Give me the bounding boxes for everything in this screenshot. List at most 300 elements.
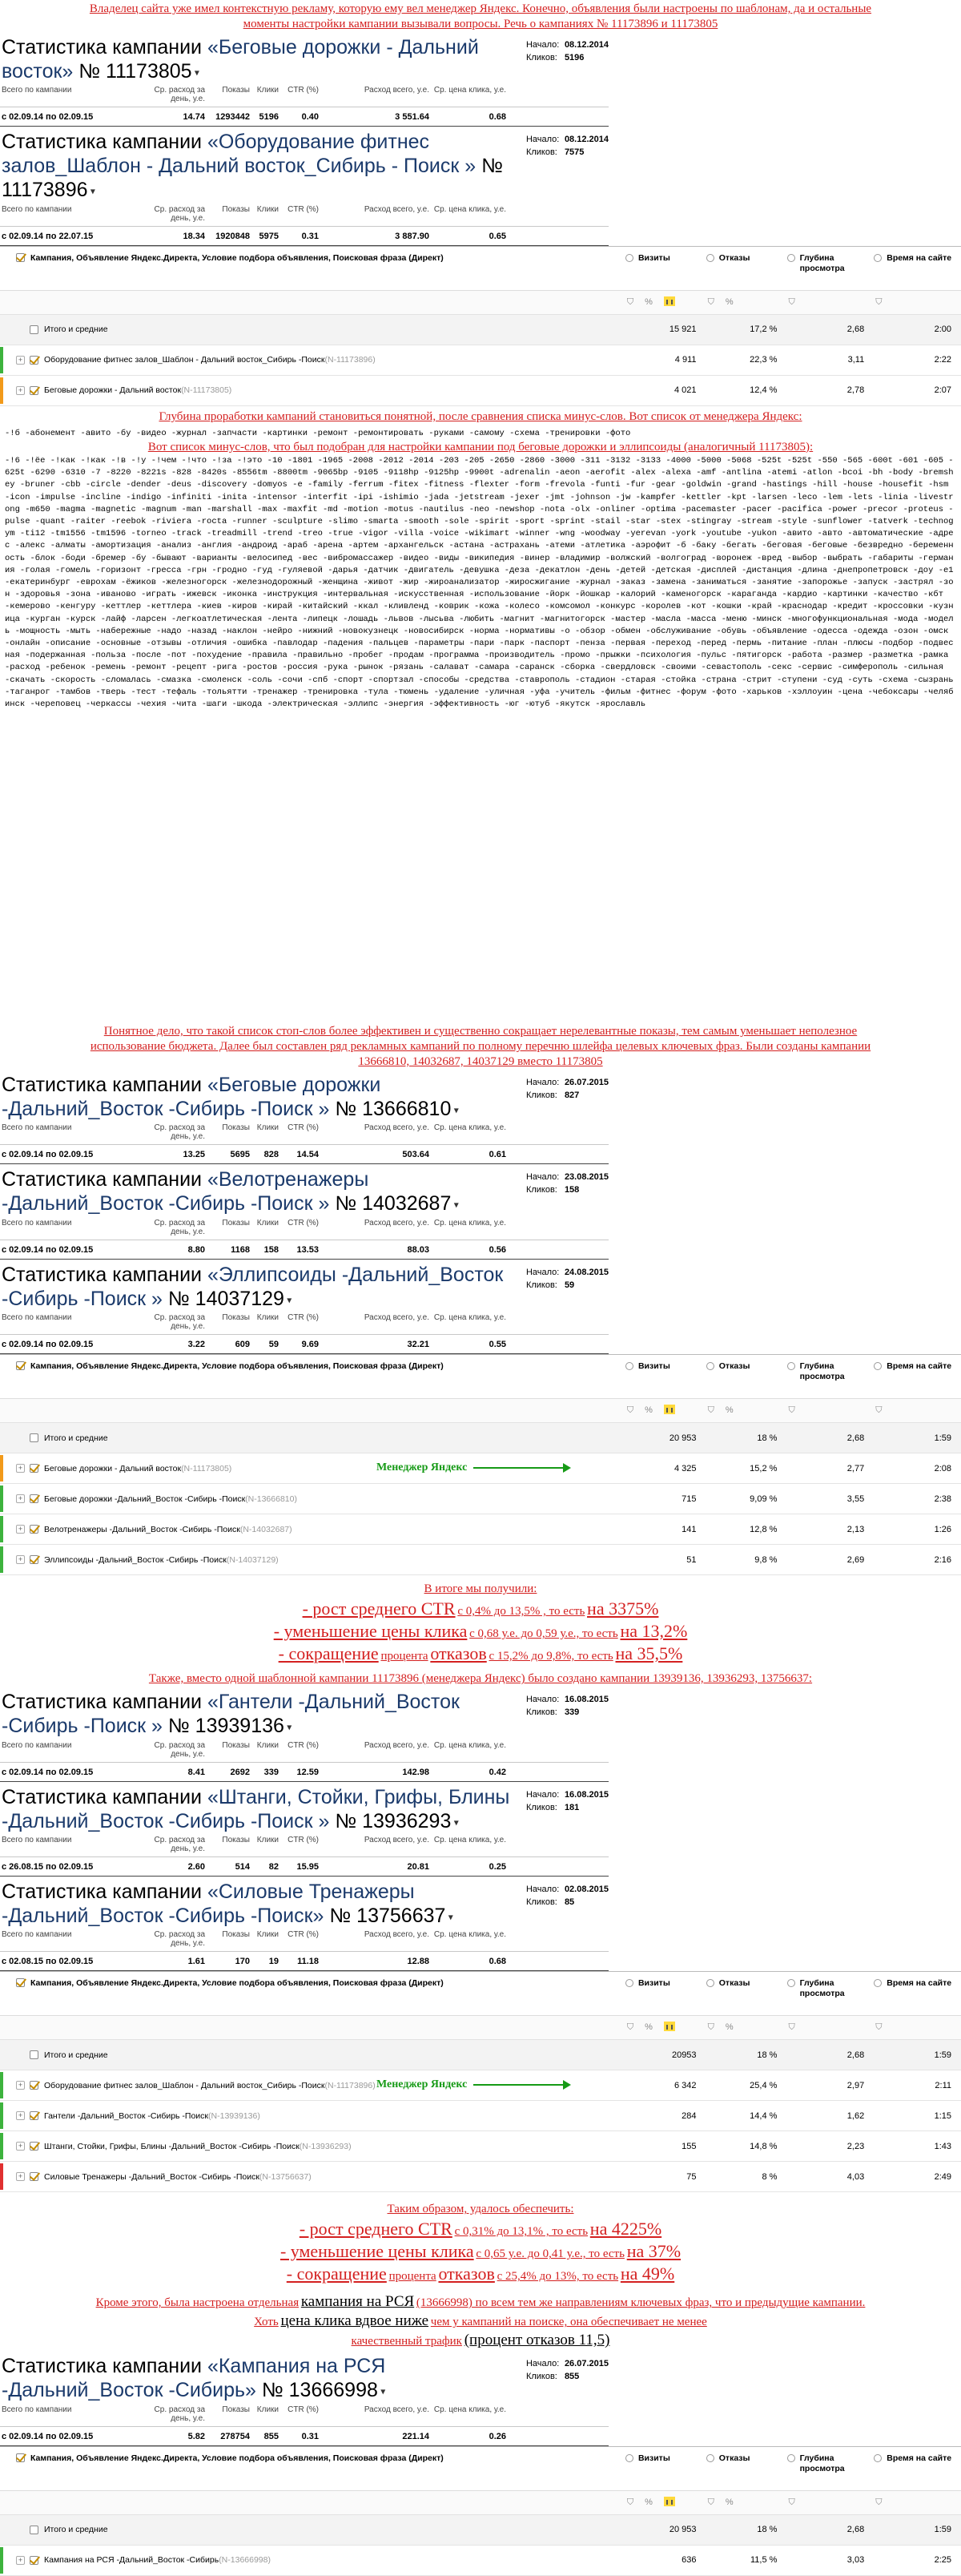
dropdown-arrow-icon[interactable]: ▾ (451, 1199, 459, 1211)
filter-icon[interactable]: ⛉ (707, 296, 714, 307)
stats-col-header: Клики (256, 2405, 279, 2414)
rsya-a: Кроме этого, была настроена отдельная (95, 2296, 300, 2310)
row-checkbox[interactable] (30, 356, 38, 365)
campaign-stats (0, 1260, 609, 1354)
grid-col-header[interactable] (706, 1361, 787, 1372)
campaign-number: № 14032687 (335, 1192, 452, 1215)
grid-cell: 284 (682, 2110, 697, 2121)
result-2-cpc: - уменьшение цены клика (279, 2241, 474, 2262)
bar-chart-icon[interactable] (664, 1405, 675, 1414)
start-date: 26.07.2015 (564, 1077, 609, 1087)
dropdown-arrow-icon[interactable]: ▾ (283, 1721, 292, 1733)
grid-cell: 4,03 (846, 2171, 865, 2182)
expand-icon[interactable]: + (16, 2556, 25, 2565)
grid-col-label: Визиты (637, 1978, 670, 1989)
grid-cell: 4 325 (674, 1463, 697, 1473)
result-1-cpc-pct: на 13,2% (620, 1621, 688, 1642)
campaign-stats (0, 1070, 609, 1164)
totals-row (0, 2040, 961, 2070)
campaign-name[interactable]: «Оборудование фитнес залов_Шаблон - Дальний восток_Сибирь - Поиск » (2, 131, 476, 178)
row-name: Штанги, Стойки, Грифы, Блины -Дальний_Восток -Сибирь -Поиск (44, 2141, 300, 2151)
result-1-bounce: - сокращение (278, 1643, 379, 1664)
radio-icon[interactable] (625, 1362, 633, 1370)
start-label: Начало: (525, 1789, 560, 1800)
stats-values (0, 1145, 609, 1164)
grid-cell: 3,55 (846, 1494, 865, 1504)
grid-cell: 14,4 % (750, 2110, 778, 2121)
table-row (0, 376, 961, 406)
campaign-stats (0, 1877, 609, 1971)
stats-columns (0, 1834, 609, 1857)
percent-toggle[interactable]: % (645, 1405, 653, 1416)
bar-chart-icon[interactable] (664, 296, 675, 306)
radio-icon[interactable] (874, 1979, 882, 1987)
clicks-count: 158 (564, 1185, 580, 1195)
row-name: Силовые Тренажеры -Дальний_Восток -Сибирь -Поиск (44, 2171, 259, 2182)
bar-chart-icon[interactable] (664, 2022, 675, 2031)
metrika-grid-3 (0, 1971, 961, 2192)
row-checkbox[interactable] (30, 1494, 38, 1503)
grid-col-label: Отказы (718, 2453, 750, 2463)
grid-col-label: Отказы (718, 252, 750, 263)
grid-col-header[interactable] (625, 253, 706, 264)
campaign-name[interactable]: «Штанги, Стойки, Грифы, Блины -Дальний_Восток -Сибирь -Поиск » (2, 1785, 510, 1832)
row-checkbox[interactable] (30, 2526, 38, 2534)
stats-col-header: Клики (256, 204, 279, 214)
expand-icon[interactable]: + (16, 2111, 25, 2120)
campaign-meta (526, 1785, 609, 1814)
row-checkbox[interactable] (30, 2556, 38, 2565)
result-2-bounce-pct: на 49% (620, 2264, 675, 2284)
row-name: Итого и средние (44, 325, 108, 335)
row-checkbox[interactable] (30, 2142, 38, 2151)
grid-cell: 2:07 (934, 385, 951, 396)
campaign-number: № 11173805 (78, 60, 192, 83)
campaign-stats (0, 32, 609, 127)
row-checkbox[interactable] (30, 325, 38, 334)
grid-cell: 2,68 (846, 1433, 865, 1443)
stats-value: 11.18 (297, 1957, 319, 1967)
start-date: 26.07.2015 (564, 2359, 609, 2369)
table-row (0, 1514, 961, 1545)
filter-icon[interactable]: ⛉ (707, 2497, 714, 2507)
stats-columns (0, 84, 609, 107)
table-row (0, 345, 961, 376)
filter-icon[interactable]: ⛉ (707, 1405, 714, 1416)
table-row (0, 2070, 961, 2101)
stats-col-header: Расход всего, у.е. (364, 86, 429, 95)
stats-col-header: Расход всего, у.е. (364, 1218, 429, 1228)
row-checkbox[interactable] (30, 1433, 38, 1442)
grid-col-label: Глубина просмотра (799, 252, 845, 273)
stats-value: 0.42 (489, 1767, 506, 1777)
expand-icon[interactable]: + (16, 1555, 25, 1564)
result-1-bounce-word2: отказов (430, 1643, 487, 1664)
stats-value: 0.31 (301, 2431, 319, 2441)
campaign-name[interactable]: «Беговые дорожки - Дальний восток» (2, 36, 479, 83)
grid-cell: 1:15 (934, 2110, 951, 2121)
percent-toggle[interactable]: % (725, 1405, 734, 1416)
row-name: Гантели -Дальний_Восток -Сибирь -Поиск (44, 2110, 209, 2121)
radio-icon[interactable] (874, 254, 882, 262)
stats-col-header: CTR (%) (287, 1930, 319, 1940)
percent-toggle[interactable]: % (645, 296, 653, 307)
percent-toggle[interactable]: % (725, 2497, 734, 2507)
period: с 26.08.15 по 02.09.15 (2, 1861, 94, 1872)
filter-icon[interactable]: ⛉ (788, 1405, 795, 1416)
campaign-stats-label: Статистика кампании (2, 1263, 202, 1286)
campaign-stats (0, 2351, 609, 2445)
grid-cell: 25,4 % (750, 2080, 778, 2090)
stats-values (0, 1952, 609, 1971)
grid-cell: 8 % (762, 2171, 778, 2182)
metrika-grid-4 (0, 2446, 961, 2576)
expand-icon[interactable]: + (16, 356, 25, 365)
stats-col-header: Ср. расход за день, у.е. (154, 204, 205, 223)
grid-cell: 715 (682, 1494, 697, 1504)
select-all-checkbox[interactable] (16, 253, 25, 262)
stats-col-header: Всего по кампании (2, 1313, 72, 1323)
grid-col-header[interactable] (706, 1978, 787, 1989)
filter-icon[interactable]: ⛉ (626, 2497, 634, 2507)
stats-col-header: Клики (256, 1740, 279, 1750)
manager-label: Менеджер Яндекс (376, 2078, 468, 2090)
grid-col-header[interactable] (874, 1978, 961, 1989)
grid-cell: 6 342 (674, 2080, 697, 2090)
stats-value: 3 551.64 (395, 112, 429, 123)
stats-col-header: Ср. цена клика, у.е. (433, 1123, 506, 1133)
row-checkbox[interactable] (30, 386, 38, 395)
grid-cell: 51 (686, 1554, 697, 1565)
grid-header (0, 1971, 961, 2016)
stats-col-header: Показы (222, 1740, 250, 1750)
stats-value: 170 (235, 1957, 250, 1967)
row-checkbox[interactable] (30, 2172, 38, 2181)
clicks-label: Кликов: (525, 147, 557, 158)
stats-value: 0.68 (489, 1957, 506, 1967)
filter-icon[interactable]: ⛉ (875, 296, 883, 307)
clicks-count: 59 (564, 1280, 575, 1290)
stats-col-header: Показы (222, 86, 250, 95)
campaign-title (0, 1167, 526, 1216)
dropdown-arrow-icon[interactable]: ▾ (451, 1816, 459, 1828)
filter-icon[interactable]: ⛉ (875, 1405, 883, 1416)
grid-col-header[interactable] (706, 2453, 787, 2464)
stats-columns (0, 1122, 609, 1145)
stats-value: 12.88 (407, 1957, 429, 1967)
campaign-title (0, 1880, 526, 1929)
campaign-title (0, 1263, 526, 1312)
campaign-meta (526, 2354, 609, 2383)
dropdown-arrow-icon[interactable]: ▾ (377, 2385, 386, 2397)
grid-col-header[interactable] (787, 1978, 875, 1999)
start-label: Начало: (525, 2359, 560, 2369)
stats-value: 339 (263, 1767, 279, 1777)
radio-icon[interactable] (874, 2454, 882, 2462)
expand-icon[interactable]: + (16, 2081, 25, 2090)
select-all-checkbox[interactable] (16, 2453, 25, 2462)
grid-tools (0, 2016, 961, 2040)
row-checkbox[interactable] (30, 1555, 38, 1564)
campaign-name[interactable]: «Велотренажеры -Дальний_Восток -Сибирь -Поиск » (2, 1168, 369, 1215)
grid-col-header[interactable] (874, 2453, 961, 2464)
stats-col-header: Расход всего, у.е. (364, 1313, 429, 1323)
result-2 (0, 2200, 961, 2287)
percent-toggle[interactable]: % (645, 2022, 653, 2033)
grid-cell: 141 (682, 1524, 697, 1534)
stats-value: 0.55 (489, 1340, 506, 1350)
grid-cell: 15,2 % (750, 1463, 778, 1473)
stats-value: 2.60 (187, 1861, 205, 1872)
stats-values (0, 1763, 609, 1782)
stats-value: 828 (263, 1150, 279, 1160)
result-1-ctr: - рост среднего CTR (302, 1598, 456, 1619)
expand-icon[interactable]: + (16, 2142, 25, 2151)
radio-icon[interactable] (625, 1979, 633, 1987)
stats-value: 20.81 (407, 1861, 429, 1872)
stats-col-header: CTR (%) (287, 1835, 319, 1844)
stats-col-header: Ср. расход за день, у.е. (154, 1123, 205, 1142)
stats-columns (0, 1740, 609, 1763)
stats-col-header: Клики (256, 1313, 279, 1323)
filter-icon[interactable]: ⛉ (788, 2022, 795, 2033)
stats-value: 88.03 (407, 1244, 429, 1255)
radio-icon[interactable] (787, 1979, 795, 1987)
stats-value: 1.61 (187, 1957, 205, 1967)
radio-icon[interactable] (787, 254, 795, 262)
grid-col-header[interactable] (625, 1978, 706, 1989)
stats-col-header: Всего по кампании (2, 1218, 72, 1228)
radio-icon[interactable] (874, 1362, 882, 1370)
table-row (0, 2546, 961, 2576)
stats-value: 5.82 (187, 2431, 205, 2441)
grid-cell: 14,8 % (750, 2141, 778, 2151)
result-1-cpc: - уменьшение цены клика (273, 1621, 468, 1642)
grid-col-header[interactable] (625, 1361, 706, 1372)
stats-col-header: Расход всего, у.е. (364, 2405, 429, 2414)
clicks-label: Кликов: (525, 1090, 557, 1100)
dropdown-arrow-icon[interactable]: ▾ (191, 67, 199, 79)
stats-value: 3.22 (187, 1340, 205, 1350)
grid-name-header: Кампания, Объявление Яндекс.Директа, Условие подбора объявления, Поисковая фраза (Директ) (30, 252, 444, 263)
period: с 02.09.14 по 02.09.15 (2, 2431, 94, 2441)
row-checkbox[interactable] (30, 1464, 38, 1473)
stats-col-header: Ср. цена клика, у.е. (433, 204, 506, 214)
campaign-number: № 11173896 (2, 155, 503, 202)
expand-icon[interactable]: + (16, 1525, 25, 1534)
stats-value: 14.54 (296, 1150, 319, 1160)
stats-value: 59 (268, 1340, 279, 1350)
stats-col-header: Показы (222, 1313, 250, 1323)
filter-icon[interactable]: ⛉ (707, 2022, 714, 2033)
select-all-checkbox[interactable] (16, 1978, 25, 1987)
row-checkbox[interactable] (30, 1525, 38, 1534)
campaign-name[interactable]: «Беговые дорожки -Дальний_Восток -Сибирь -Поиск » (2, 1073, 381, 1120)
result-2-cpc-pct: на 37% (626, 2241, 682, 2262)
metrika-grid-1 (0, 246, 961, 406)
grid-cell: 2:11 (935, 2080, 951, 2090)
stats-value: 609 (235, 1340, 250, 1350)
campaign-name[interactable]: «Кампания на РСЯ -Дальний_Восток -Сибирь» (2, 2355, 386, 2402)
stats-col-header: Ср. расход за день, у.е. (154, 2405, 205, 2423)
grid-col-label: Визиты (637, 1361, 670, 1372)
filter-icon[interactable]: ⛉ (626, 296, 634, 307)
radio-icon[interactable] (706, 1362, 714, 1370)
grid-cell: 15 921 (669, 325, 697, 335)
percent-toggle[interactable]: % (645, 2497, 653, 2507)
filter-icon[interactable]: ⛉ (788, 296, 795, 307)
campaign-stats-label: Статистика кампании (2, 1073, 202, 1096)
grid-cell: 1:26 (934, 1524, 951, 1534)
campaign-name[interactable]: «Гантели -Дальний_Восток -Сибирь -Поиск » (2, 1691, 460, 1738)
campaign-name[interactable]: «Эллипсоиды -Дальний_Восток -Сибирь -Поиск » (2, 1263, 504, 1310)
grid-col-header[interactable] (874, 1361, 961, 1372)
radio-icon[interactable] (787, 1362, 795, 1370)
mid-note: Понятное дело, что такой список стоп-слов более эффективен и существенно сокращает нерелевантные показы, тем самым уменьшает неполезное использование бюджета. Далее был составлен ряд рекламных кампаний по полному перечню шлейфа целевых ключевых фраз. Были созданы кампании 13666810, 14032687, 14037129 вместо 11173805 (90, 1024, 871, 1068)
grid-name-header: Кампания, Объявление Яндекс.Директа, Условие подбора объявления, Поисковая фраза (Директ) (30, 1361, 444, 1372)
stats-col-header: CTR (%) (287, 1740, 319, 1750)
rsya-c: (13666998) по всем тем же направлениям ключевых фраз, что и предыдущие кампании. (416, 2296, 866, 2310)
expand-icon[interactable]: + (16, 386, 25, 395)
filter-icon[interactable]: ⛉ (626, 1405, 634, 1416)
stats-value: 158 (263, 1244, 279, 1255)
percent-toggle[interactable]: % (725, 2022, 734, 2033)
rsya-h: (процент отказов 11,5) (464, 2332, 610, 2349)
grid-col-header[interactable] (874, 253, 961, 264)
campaign-title (0, 1073, 526, 1122)
grid-col-header[interactable] (706, 253, 787, 264)
stats-col-header: Клики (256, 1835, 279, 1844)
grid-col-header[interactable] (787, 2453, 875, 2474)
start-date: 16.08.2015 (564, 1695, 609, 1705)
stats-col-header: Расход всего, у.е. (364, 204, 429, 214)
stats-value: 8.41 (187, 1767, 205, 1777)
stats-col-header: Всего по кампании (2, 1835, 72, 1844)
radio-icon[interactable] (706, 1979, 714, 1987)
manager-arrow (376, 1461, 569, 1474)
dropdown-arrow-icon[interactable]: ▾ (445, 1911, 453, 1923)
grid-cell: 75 (686, 2171, 697, 2182)
stats-values (0, 107, 609, 127)
row-id: (N-14032687) (239, 1524, 292, 1534)
campaign-name[interactable]: «Силовые Тренажеры -Дальний_Восток -Сибирь -Поиск» (2, 1880, 415, 1927)
campaign-number: № 13666810 (335, 1097, 452, 1120)
stats-col-header: Клики (256, 1123, 279, 1133)
grid-cell: 20953 (671, 2050, 697, 2060)
grid-cell: 1:59 (934, 1433, 951, 1443)
campaign-meta (526, 35, 609, 64)
grid-col-header[interactable] (787, 253, 875, 274)
campaign-title (0, 130, 526, 203)
stats-col-header: CTR (%) (287, 1123, 319, 1133)
filter-icon[interactable]: ⛉ (875, 2497, 883, 2507)
stats-value: 0.31 (301, 231, 319, 241)
minus-note-2: Вот список минус-слов, что был подобран для настройки кампании под беговые дорожки и эллипсоиды (аналогичный 11173805): (147, 440, 814, 454)
row-name: Оборудование фитнес залов_Шаблон - Дальний восток_Сибирь -Поиск (44, 2080, 325, 2090)
select-all-checkbox[interactable] (16, 1361, 25, 1370)
bar-chart-icon[interactable] (664, 2497, 675, 2506)
radio-icon[interactable] (625, 2454, 633, 2462)
stats-col-header: Показы (222, 1835, 250, 1844)
minus-words-yandex: -!б -абонемент -авито -бу -видео -журнал -запчасти -картинки -ремонт -ремонтировать -руками -самому -схема -тренировки -фото (5, 428, 631, 438)
grid-col-header[interactable] (625, 2453, 706, 2464)
stats-value: 15.95 (296, 1861, 319, 1872)
start-date: 16.08.2015 (564, 1789, 609, 1800)
start-label: Начало: (525, 1267, 560, 1277)
row-checkbox[interactable] (30, 2050, 38, 2059)
rsya-b: кампания на РСЯ (300, 2293, 415, 2311)
result-2-ctr-range: с 0,31% до 13,1% , то есть (454, 2225, 589, 2239)
filter-icon[interactable]: ⛉ (788, 2497, 795, 2507)
stats-col-header: Ср. цена клика, у.е. (433, 1930, 506, 1940)
stats-value: 5975 (259, 231, 279, 241)
stats-col-header: Ср. цена клика, у.е. (433, 1218, 506, 1228)
stats-col-header: CTR (%) (287, 1313, 319, 1323)
campaign-meta (526, 130, 609, 159)
grid-cell: 17,2 % (750, 325, 778, 335)
campaign-number: № 13936293 (335, 1809, 452, 1832)
expand-icon[interactable]: + (16, 1464, 25, 1473)
percent-toggle[interactable]: % (725, 296, 734, 307)
rsya-d: Хоть (254, 2316, 279, 2329)
grid-col-label: Время на сайте (887, 252, 952, 263)
radio-icon[interactable] (706, 254, 714, 262)
result-1-bounce-pct: на 35,5% (615, 1643, 683, 1664)
start-date: 08.12.2014 (564, 135, 609, 145)
stats-value: 18.34 (183, 231, 205, 241)
grid-cell: 18 % (757, 2050, 778, 2060)
grid-col-label: Время на сайте (887, 1361, 952, 1372)
also-note: Также, вместо одной шаблонной кампании 11173896 (менеджера Яндекс) было создано кампании 13939136, 13936293, 13756637: (148, 1672, 813, 1686)
radio-icon[interactable] (625, 254, 633, 262)
minus-note: Глубина проработки кампаний становиться понятной, после сравнения списка минус-слов. Вот список от менеджера Яндекс: (159, 409, 802, 423)
row-name: Итого и средние (44, 1433, 108, 1443)
row-checkbox[interactable] (30, 2081, 38, 2090)
grid-cell: 155 (682, 2141, 697, 2151)
stats-col-header: CTR (%) (287, 204, 319, 214)
stats-col-header: Ср. расход за день, у.е. (154, 1930, 205, 1949)
stats-value: 514 (235, 1861, 250, 1872)
dropdown-arrow-icon[interactable]: ▾ (451, 1104, 459, 1116)
start-label: Начало: (525, 135, 560, 145)
campaign-number: № 13666998 (261, 2379, 378, 2402)
grid-cell: 11,5 % (750, 2555, 778, 2566)
dropdown-arrow-icon[interactable]: ▾ (87, 185, 95, 197)
grid-cell: 2:49 (934, 2171, 951, 2182)
grid-cell: 636 (682, 2555, 697, 2566)
grid-col-label: Время на сайте (887, 2453, 952, 2463)
radio-icon[interactable] (706, 2454, 714, 2462)
expand-icon[interactable]: + (16, 2172, 25, 2181)
stats-value: 8.80 (187, 1244, 205, 1255)
dropdown-arrow-icon[interactable]: ▾ (283, 1294, 292, 1306)
radio-icon[interactable] (787, 2454, 795, 2462)
grid-cell: 4 911 (674, 355, 697, 365)
row-name: Беговые дорожки - Дальний восток (44, 385, 182, 396)
grid-name-header: Кампания, Объявление Яндекс.Директа, Условие подбора объявления, Поисковая фраза (Директ) (30, 1978, 444, 1989)
stats-value: 82 (268, 1861, 279, 1872)
filter-icon[interactable]: ⛉ (875, 2022, 883, 2033)
stats-columns (0, 2404, 609, 2427)
filter-icon[interactable]: ⛉ (626, 2022, 634, 2033)
expand-icon[interactable]: + (16, 1494, 25, 1503)
clicks-label: Кликов: (525, 1185, 557, 1195)
stats-value: 0.40 (301, 112, 319, 123)
grid-tools (0, 291, 961, 315)
stats-value: 5196 (259, 112, 279, 123)
row-checkbox[interactable] (30, 2111, 38, 2120)
grid-col-header[interactable] (787, 1361, 875, 1382)
